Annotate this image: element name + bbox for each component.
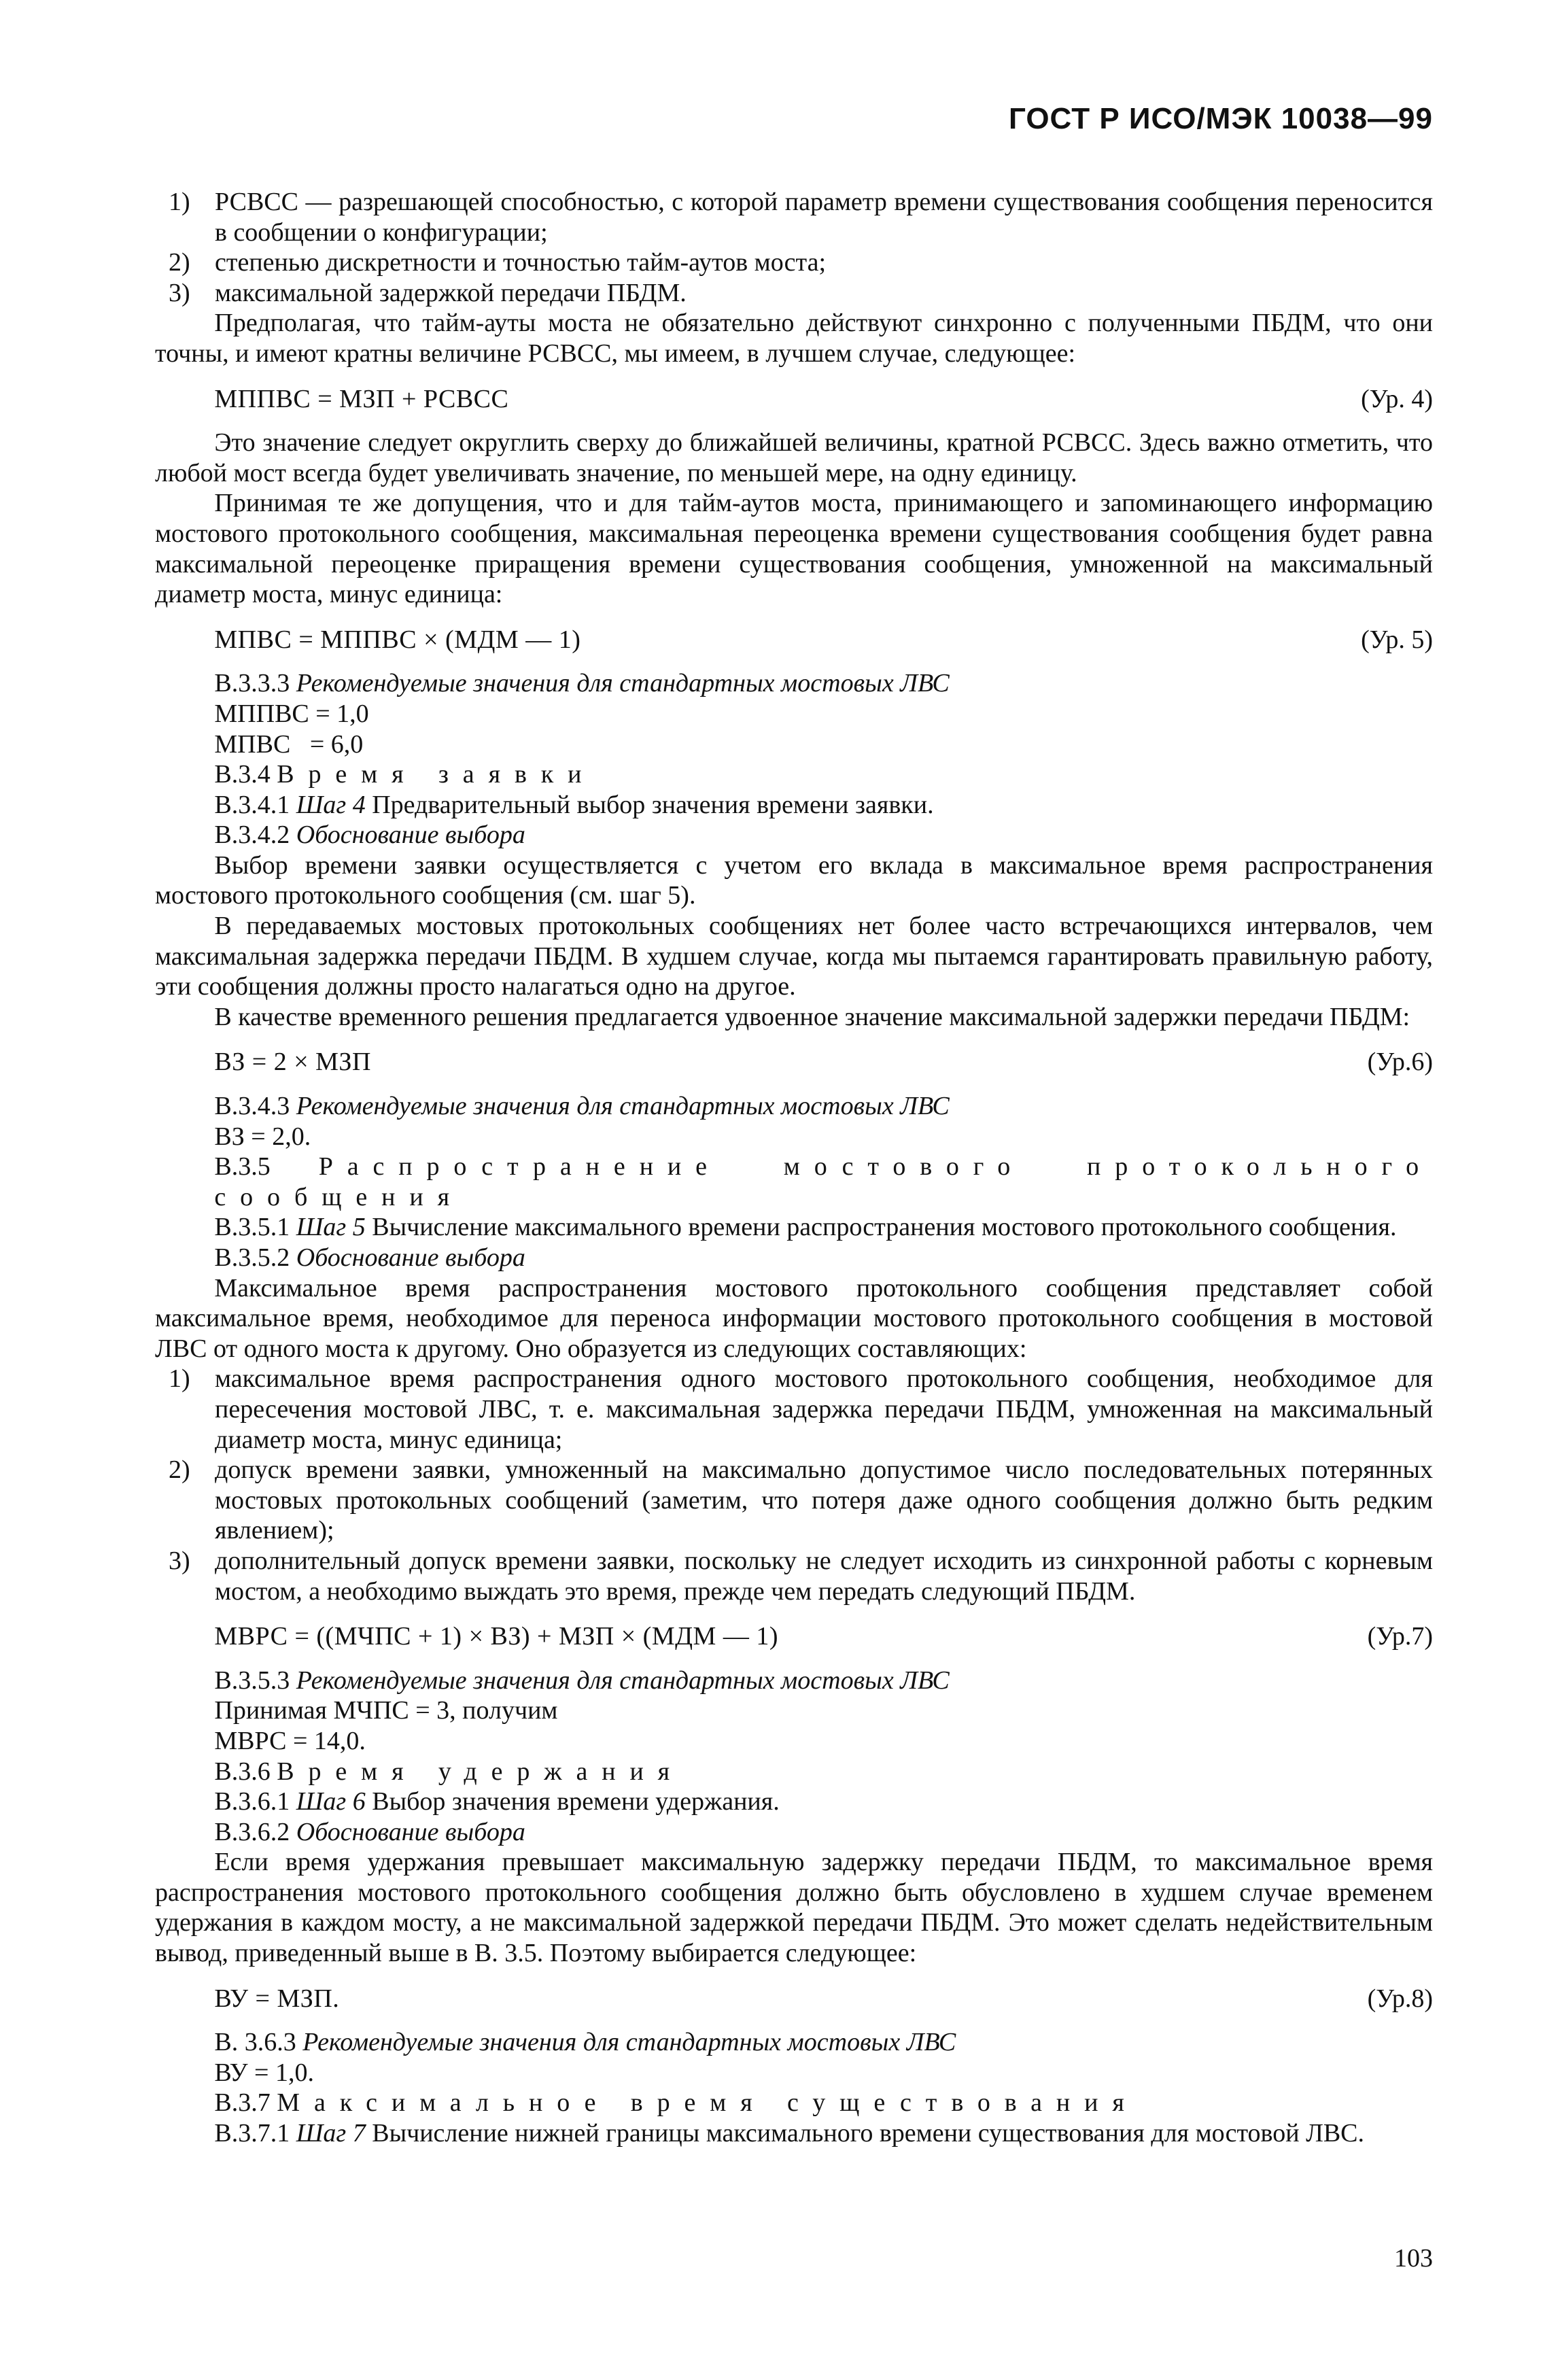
section-number: В.3.4.2: [214, 821, 290, 850]
step-label: Шаг 5: [296, 1213, 366, 1242]
step-text: Предварительный выбор значения времени заявки.: [372, 790, 934, 819]
section-number: В.3.4.1: [214, 790, 290, 819]
equation-label: (Ур.6): [1367, 1048, 1433, 1077]
step-text: Вычисление максимального времени распространения мостового протокольного сообщения.: [372, 1213, 1397, 1242]
section-number: В. 3.6.3: [214, 2028, 296, 2057]
section-number: В.3.3.3: [214, 669, 290, 698]
equation-label: (Ур. 5): [1361, 625, 1433, 654]
paragraph: Это значение следует округлить сверху до ближайшей величины, кратной РСВСС. Здесь важно отметить, что любой мост всегда будет увеличивать значение, по меньшей мере, на одну единицу.: [155, 428, 1433, 487]
equation-formula: МПВС = МППВС × (МДМ — 1): [214, 625, 581, 654]
list-item: [155, 247, 1433, 278]
section-title: Максимальное время существования: [277, 2088, 1139, 2118]
value-line: ВУ = 1,0.: [214, 2058, 314, 2087]
section-number: В.3.5.2: [214, 1243, 290, 1272]
list-item: [155, 278, 1433, 309]
step-line: [155, 790, 1433, 821]
page-number: 103: [1394, 2244, 1433, 2273]
equation-5: [155, 625, 1433, 655]
section-heading: [155, 1243, 1433, 1273]
section-title: Распространение мостового протокольного сообщения: [214, 1152, 1434, 1211]
step-label: Шаг 6: [296, 1787, 366, 1816]
step-line: [155, 2118, 1433, 2149]
value-line: МППВС = 1,0: [214, 699, 369, 728]
section-heading: [155, 820, 1433, 850]
section-number: В.3.5.1: [214, 1213, 290, 1242]
value-line: Принимая МЧПС = 3, получим: [214, 1696, 558, 1725]
equation-formula: МППВС = МЗП + РСВСС: [214, 384, 509, 413]
list-number: 3): [169, 278, 190, 307]
equation-formula: МВРС = ((МЧПС + 1) × ВЗ) + МЗП × (МДМ — 1): [214, 1622, 778, 1651]
paragraph: В качестве временного решения предлагается удвоенное значение максимальной задержки передачи ПБДМ:: [214, 1002, 1410, 1031]
step-text: Выбор значения времени удержания.: [372, 1787, 780, 1816]
paragraph: Если время удержания превышает максимальную задержку передачи ПБДМ, то максимальное время распространения мостового протокольного сообщения должно быть обусловлено в худшем случае временем удержания в каждом мосту, а не максимальной задержкой передачи ПБДМ. Это может сделать недействительным вывод, приведенный выше в В. 3.5. Поэтому выбирается следующее:: [155, 1848, 1433, 1968]
section-heading: [155, 2088, 1433, 2118]
section-title: Обоснование выбора: [296, 1817, 525, 1846]
section-title: Обоснование выбора: [296, 1243, 525, 1272]
list-number: 2): [169, 248, 190, 277]
list-item: [155, 1364, 1433, 1455]
section-heading: [155, 759, 1433, 790]
list-number: 3): [169, 1546, 190, 1575]
equation-8: [155, 1984, 1433, 2014]
section-heading: [155, 668, 1433, 699]
components-list: [155, 1364, 1433, 1606]
paragraph: Предполагая, что тайм-ауты моста не обязательно действуют синхронно с полученными ПБДМ, что они точны, и имеют кратны величине РСВСС, мы имеем, в лучшем случае, следующее:: [155, 309, 1433, 368]
list-text: дополнительный допуск времени заявки, поскольку не следует исходить из синхронной работы с корневым мостом, а необходимо выждать это время, прежде чем передать следующий ПБДМ.: [215, 1546, 1433, 1606]
paragraph: Максимальное время распространения мостового протокольного сообщения представляет собой максимальное время, необходимое для переноса информации мостового протокольного сообщения в мостовой ЛВС от одного моста к другому. Оно образуется из следующих составляющих:: [155, 1273, 1433, 1363]
section-title: Рекомендуемые значения для стандартных мостовых ЛВС: [296, 669, 950, 698]
section-number: В.3.5: [214, 1152, 271, 1182]
section-heading: [155, 1152, 1433, 1212]
section-title: Обоснование выбора: [296, 821, 525, 850]
section-number: В.3.6.1: [214, 1787, 290, 1816]
section-number: В.3.6.2: [214, 1817, 290, 1846]
section-number: В.3.4.3: [214, 1092, 290, 1121]
value-line: ВЗ = 2,0.: [214, 1122, 311, 1151]
step-line: [155, 1787, 1433, 1817]
list-text: РСВСС — разрешающей способностью, с которой параметр времени существования сообщения переносится в сообщении о конфигурации;: [215, 188, 1433, 247]
section-title: Время заявки: [277, 760, 596, 789]
equation-formula: ВЗ = 2 × МЗП: [214, 1048, 371, 1077]
equation-formula: ВУ = МЗП.: [214, 1984, 340, 2013]
value-line: МПВС = 6,0: [214, 729, 364, 759]
section-number: В.3.4: [214, 760, 271, 789]
list-item: [155, 1546, 1433, 1606]
step-label: Шаг 4: [296, 790, 366, 819]
step-text: Вычисление нижней границы максимального времени существования для мостовой ЛВС.: [372, 2119, 1365, 2148]
document-body: [155, 187, 1433, 2149]
paragraph: В передаваемых мостовых протокольных сообщениях нет более часто встречающихся интервалов, чем максимальная задержка передачи ПБДМ. В худшем случае, когда мы пытаемся гарантировать правильную работу, эти сообщения должны просто налагаться одно на другое.: [155, 912, 1433, 1001]
section-title: Рекомендуемые значения для стандартных мостовых ЛВС: [296, 1666, 950, 1695]
list-number: 1): [169, 188, 190, 216]
section-number: В.3.7.1: [214, 2119, 290, 2148]
section-heading: [155, 1091, 1433, 1122]
equation-4: [155, 384, 1433, 415]
intro-list: [155, 187, 1433, 308]
list-text: степенью дискретности и точностью тайм-аутов моста;: [215, 248, 827, 277]
equation-7: [155, 1621, 1433, 1652]
value-line: МВРС = 14,0.: [214, 1726, 366, 1755]
section-title: Время удержания: [277, 1757, 684, 1786]
list-item: [155, 1455, 1433, 1546]
section-title: Рекомендуемые значения для стандартных мостовых ЛВС: [302, 2028, 956, 2057]
step-line: [155, 1212, 1433, 1243]
equation-label: (Ур. 4): [1361, 384, 1433, 413]
list-number: 2): [169, 1455, 190, 1485]
step-label: Шаг 7: [296, 2119, 366, 2148]
section-number: В.3.5.3: [214, 1666, 290, 1695]
list-text: максимальное время распространения одного мостового протокольного сообщения, необходимое для пересечения мостовой ЛВС, т. е. максимальная задержка передачи ПБДМ, умноженная на максимальный диаметр моста, минус единица;: [215, 1364, 1433, 1454]
list-number: 1): [169, 1364, 190, 1394]
equation-label: (Ур.7): [1367, 1622, 1433, 1651]
section-number: В.3.6: [214, 1757, 271, 1786]
document-header: ГОСТ Р ИСО/МЭК 10038—99: [1008, 102, 1433, 135]
paragraph: Принимая те же допущения, что и для тайм-аутов моста, принимающего и запоминающего информацию мостового протокольного сообщения, максимальная переоценка времени существования сообщения будет равна максимальной переоценке приращения времени существования сообщения, умноженной на максимальный диаметр моста, минус единица:: [155, 489, 1433, 609]
section-heading: [155, 1817, 1433, 1848]
list-item: [155, 187, 1433, 247]
list-text: допуск времени заявки, умноженный на максимально допустимое число последовательных потерянных мостовых протокольных сообщений (заметим, что потеря даже одного сообщения должно быть редким явлением);: [215, 1455, 1433, 1545]
equation-label: (Ур.8): [1367, 1984, 1433, 2013]
section-number: В.3.7: [214, 2088, 271, 2118]
equation-6: [155, 1047, 1433, 1077]
section-title: Рекомендуемые значения для стандартных мостовых ЛВС: [296, 1092, 950, 1121]
section-heading: [155, 1666, 1433, 1696]
section-heading: [155, 2027, 1433, 2058]
list-text: максимальной задержкой передачи ПБДМ.: [215, 278, 687, 307]
section-heading: [155, 1757, 1433, 1787]
paragraph: Выбор времени заявки осуществляется с учетом его вклада в максимальное время распространения мостового протокольного сообщения (см. шаг 5).: [155, 850, 1433, 910]
